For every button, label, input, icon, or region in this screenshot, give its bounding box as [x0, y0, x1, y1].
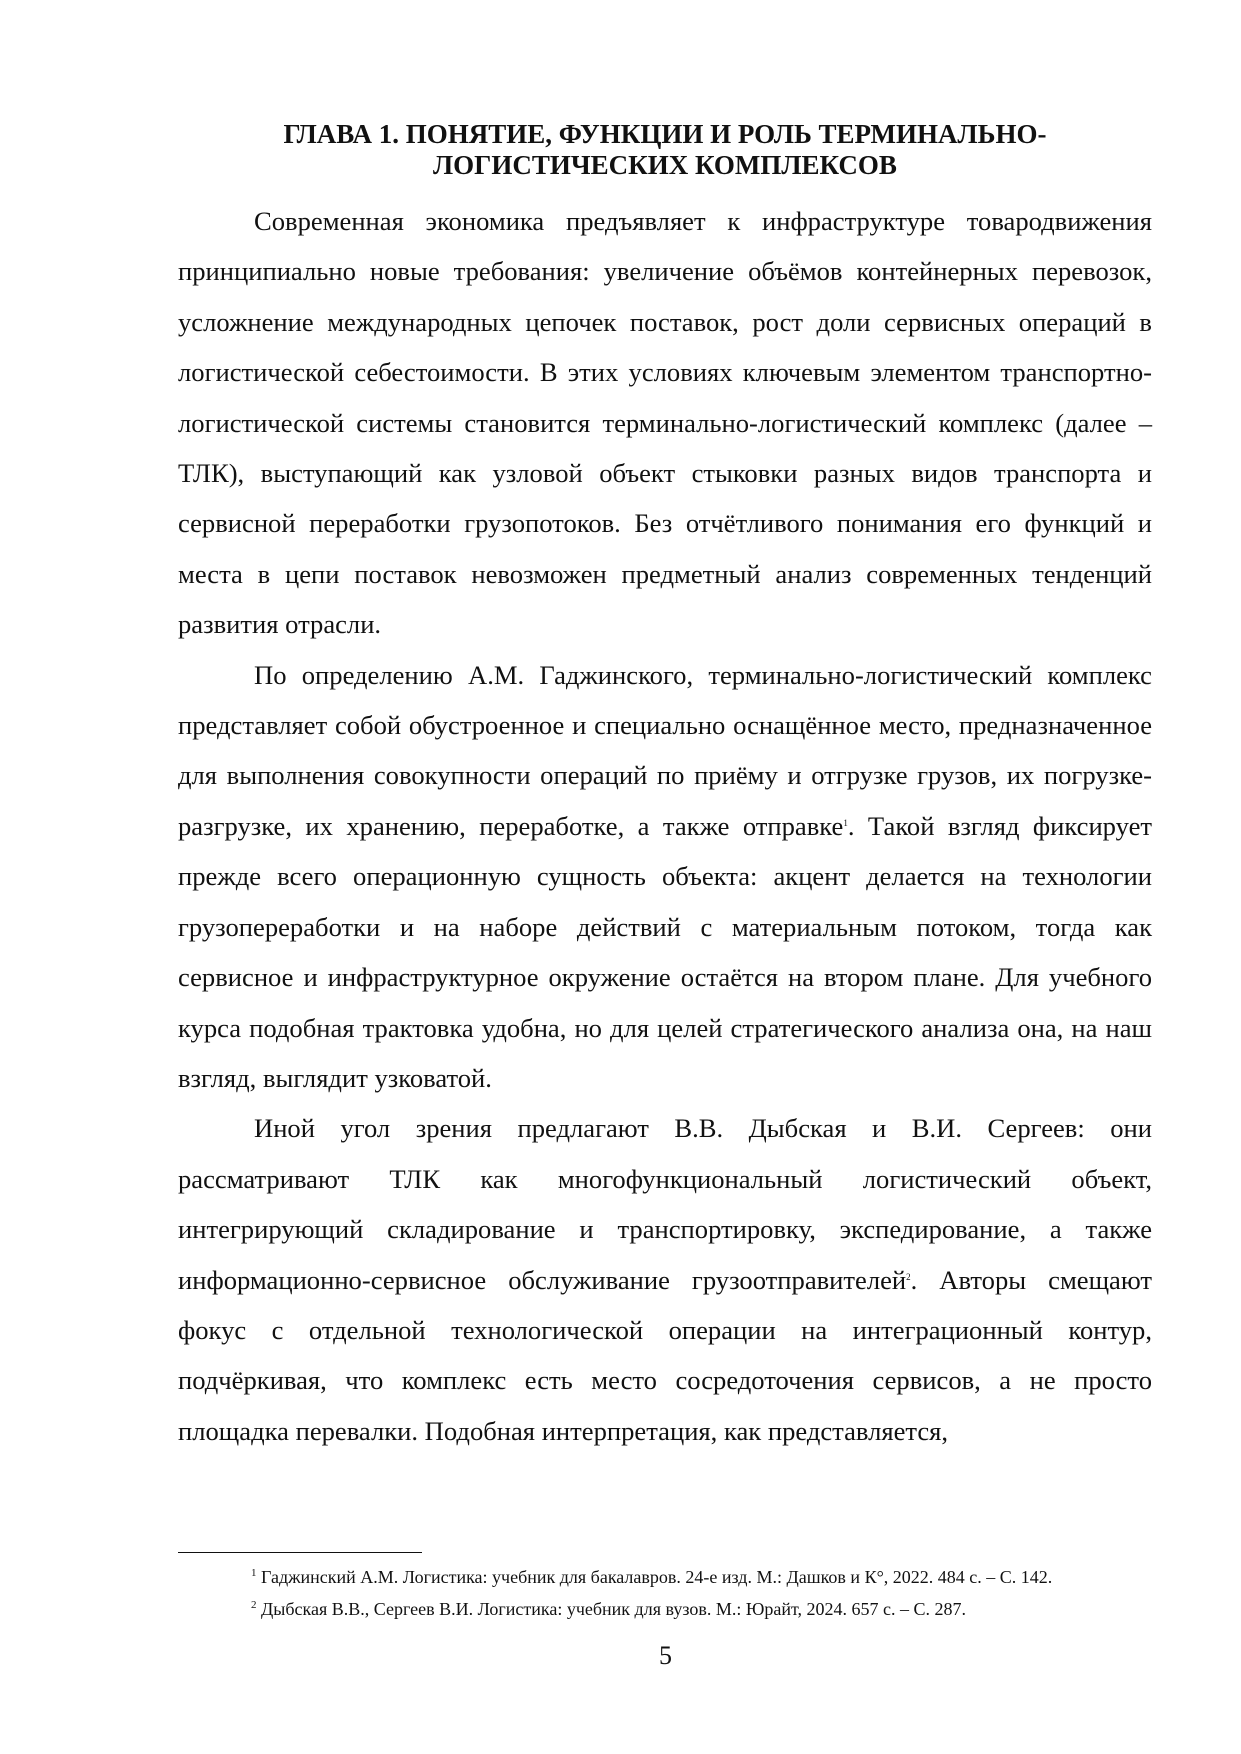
footnote-separator: [178, 1552, 422, 1553]
page-number: 5: [659, 1641, 672, 1670]
paragraph-intro: Современная экономика предъявляет к инфраструктуре товародвижения принципиально новые требования: увеличение объёмов контейнерных перевозок, усложнение международных цепочек поставок, рост доли сервисных операций в логистической себестоимости. В этих условиях ключевым элементом транспортно-логистической системы становится терминально-логистический комплекс (далее – ТЛК), выступающий как узловой объект стыковки разных видов транспорта и сервисной переработки грузопотоков. Без отчётливого понимания его функций и места в цепи поставок невозможен предметный анализ современных тенденций развития отрасли.: [178, 206, 1152, 640]
chapter-title-line-1: ГЛАВА 1. ПОНЯТИЕ, ФУНКЦИИ И РОЛЬ ТЕРМИНАЛЬНО-: [283, 119, 1047, 149]
paragraph-text: . Авторы смещают фокус с отдельной технологической операции на интеграционный контур, подчёркивая, что комплекс есть место сосредоточения сервисов, а не просто площадка перевалки. Подобная интерпретация, как представляется,: [178, 1264, 1153, 1446]
footnote-2: [178, 1594, 1152, 1624]
footnote-reference-2[interactable]: 2: [906, 1271, 911, 1282]
paragraph-dybskaya-sergeev: [178, 1103, 1152, 1456]
footnote-text: Дыбская В.В., Сергеев В.И. Логистика: учебник для вузов. М.: Юрайт, 2024. 657 с. – С. 287.: [256, 1599, 966, 1619]
chapter-title-line-2: ЛОГИСТИЧЕСКИХ КОМПЛЕКСОВ: [433, 150, 897, 180]
footnote-1: [178, 1562, 1152, 1592]
chapter-title: [178, 119, 1152, 181]
footnote-text: Гаджинский А.М. Логистика: учебник для бакалавров. 24-е изд. М.: Дашков и К°, 2022. 484 с. – С. 142.: [256, 1567, 1053, 1587]
body-text: [178, 196, 1152, 1456]
paragraph-text: По определению А.М. Гаджинского, терминально-логистический комплекс представляет собой обустроенное и специально оснащённое место, предназначенное для выполнения совокупности операций по приёму и отгрузке грузов, их погрузке-разгрузке, их хранению, переработке, а также отправке: [178, 659, 1152, 841]
footnotes: [178, 1562, 1152, 1626]
paragraph-text: Иной угол зрения предлагают В.В. Дыбская и В.И. Сергеев: они рассматривают ТЛК как многофункциональный логистический объект, интегрирующий складирование и транспортировку, экспедирование, а также информационно-сервисное обслуживание грузоотправителей: [178, 1113, 1152, 1295]
footnote-reference-1[interactable]: 1: [843, 817, 848, 828]
footnote-mark: 1: [251, 1567, 257, 1579]
footnote-mark: 2: [251, 1599, 257, 1611]
paragraph-gadzhinsky-definition: [178, 650, 1152, 1104]
paragraph-text: . Такой взгляд фиксирует прежде всего операционную сущность объекта: акцент делается на технологии грузопереработки и на наборе действий с материальным потоком, тогда как сервисное и инфраструктурное окружение остаётся на втором плане. Для учебного курса подобная трактовка удобна, но для целей стратегического анализа она, на наш взгляд, выглядит узковатой.: [178, 810, 1153, 1093]
